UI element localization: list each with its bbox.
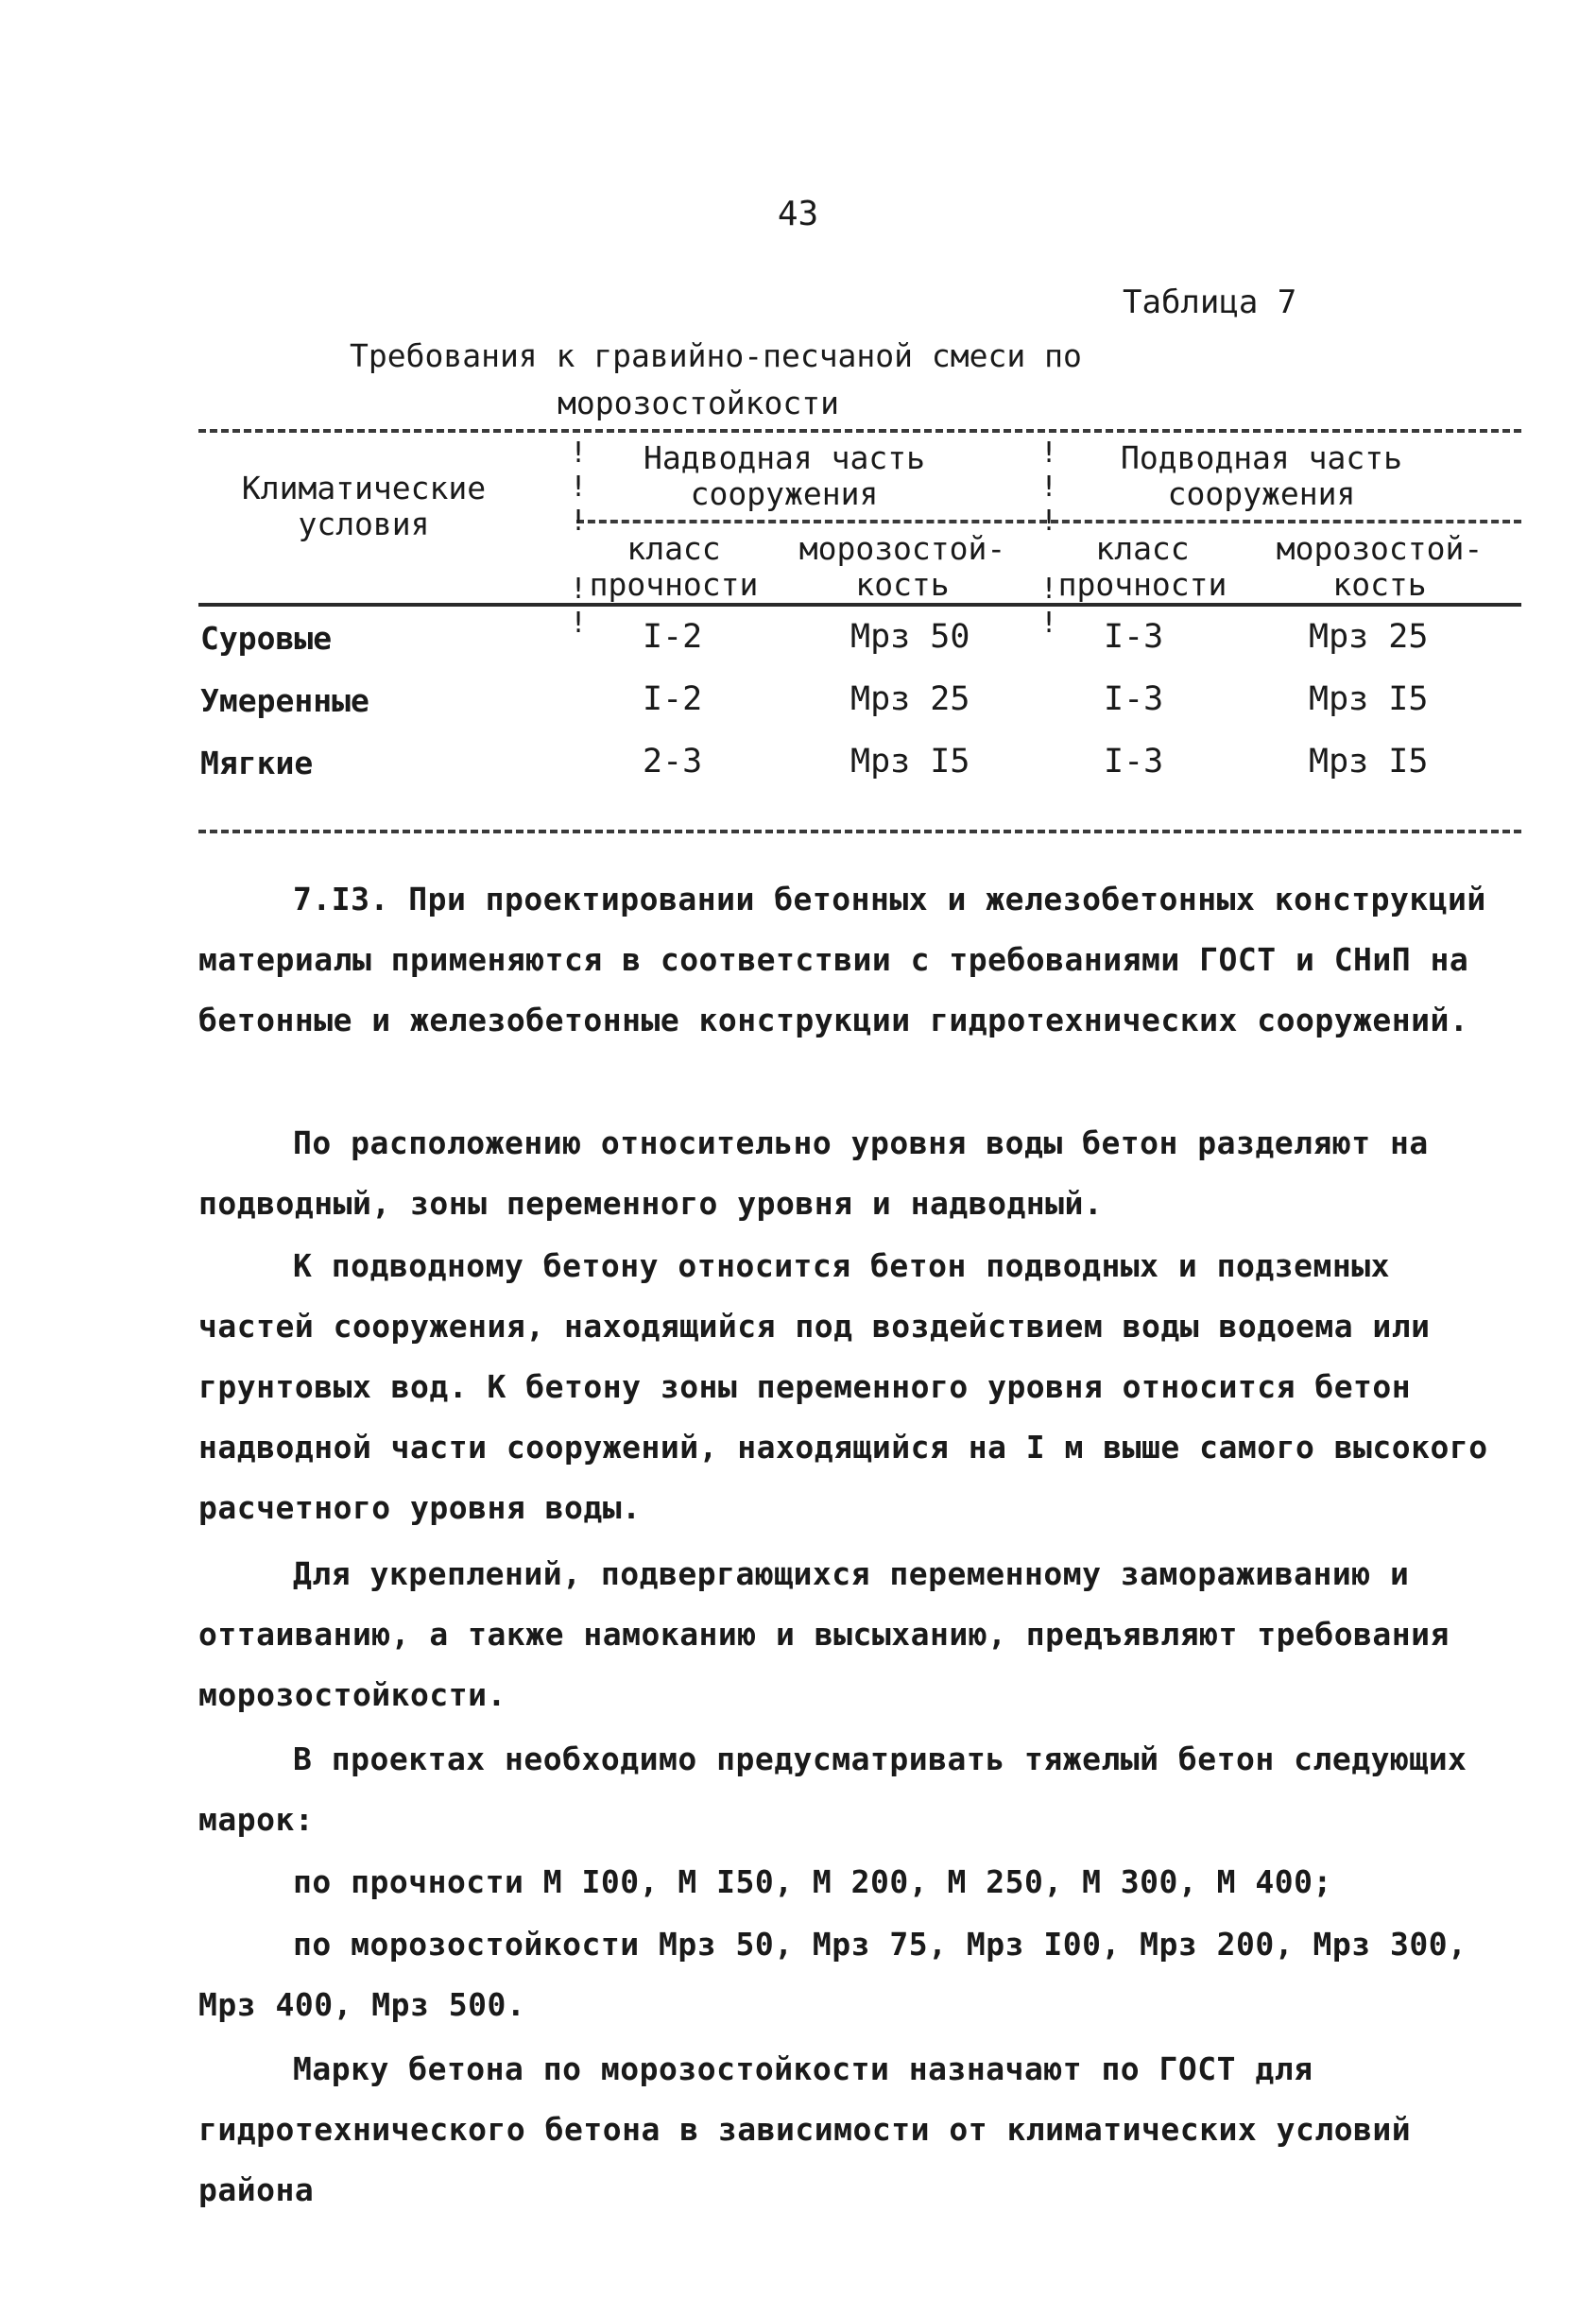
table-label: Таблица 7 bbox=[1123, 283, 1297, 321]
cell-above-frost: Мрз 25 bbox=[850, 680, 970, 718]
cell-below-frost: Мрз I5 bbox=[1309, 743, 1429, 780]
list-frost-grades-cont: Мрз 400, Мрз 500. bbox=[198, 1986, 526, 2023]
paragraph-water-levels: По расположению относительно уровня воды бетон разделяют на подводный, зоны переменного уровня и надводный. bbox=[198, 1124, 1429, 1222]
cell-above-frost: Мрз I5 bbox=[850, 743, 970, 780]
paragraph-7-13: 7.I3. При проектировании бетонных и железобетонных конструкций материалы применяются в соответствии с требованиями ГОСТ и СНиП на бетонные и железобетонные конструкции гидротехнических сооружений. bbox=[198, 881, 1486, 1038]
list-frost-grades: по морозостойкости Мрз 50, Мрз 75, Мрз I00, Мрз 200, Мрз 300, bbox=[293, 1926, 1467, 1963]
header-above-strength: класс прочности bbox=[589, 530, 759, 603]
header-above-frost: морозостой-кость bbox=[798, 530, 1006, 603]
paragraph-grades-intro: В проектах необходимо предусматривать тяжелый бетон следующих марок: bbox=[198, 1741, 1467, 1838]
cell-above-class: I-2 bbox=[643, 680, 703, 718]
table-title-line1: Требования к гравийно-песчаной смеси по bbox=[350, 337, 1082, 374]
col-separator-1: ! ! ! ! ! bbox=[570, 437, 588, 640]
cell-below-class: I-3 bbox=[1104, 618, 1164, 656]
paragraph-frost-grade-assignment: Марку бетона по морозостойкости назначают по ГОСТ для гидротехнического бетона в зависимости от климатических условий района bbox=[198, 2050, 1412, 2208]
table-bottom-rule bbox=[198, 830, 1521, 833]
table-top-rule bbox=[198, 429, 1521, 433]
cell-above-class: I-2 bbox=[643, 618, 703, 656]
cell-below-frost: Мрз 25 bbox=[1309, 618, 1429, 656]
list-strength-grades: по прочности М I00, М I50, М 200, М 250, М 300, М 400; bbox=[293, 1863, 1332, 1900]
row-climate: Суровые bbox=[200, 620, 333, 657]
cell-below-frost: Мрз I5 bbox=[1309, 680, 1429, 718]
table-title bbox=[350, 333, 1200, 427]
row-climate: Умеренные bbox=[200, 682, 369, 719]
cell-above-frost: Мрз 50 bbox=[850, 618, 970, 656]
header-below-water: Подводная часть сооружения bbox=[1120, 439, 1402, 512]
cell-below-class: I-3 bbox=[1104, 680, 1164, 718]
row-climate: Мягкие bbox=[200, 745, 314, 781]
page-number: 43 bbox=[777, 195, 819, 233]
header-above-water: Надводная часть сооружения bbox=[643, 439, 925, 512]
header-below-frost: морозостой-кость bbox=[1276, 530, 1484, 603]
header-climate: Климатические условия bbox=[241, 470, 487, 542]
table-title-line2: морозостойкости bbox=[558, 385, 840, 421]
paragraph-frost-requirements: Для укреплений, подвергающихся переменному замораживанию и оттаиванию, а также намоканию и высыханию, предъявляют требования морозостойкости. bbox=[198, 1555, 1450, 1713]
header-below-strength: класс прочности bbox=[1057, 530, 1227, 603]
cell-below-class: I-3 bbox=[1104, 743, 1164, 780]
paragraph-underwater-concrete: К подводному бетону относится бетон подводных и подземных частей сооружения, находящийся под воздействием воды водоема или грунтовых вод. К бетону зоны переменного уровня относится бетон надводной части сооружений, находящийся на I м выше самого высокого расчетного уровня воды. bbox=[198, 1247, 1488, 1526]
col-separator-2: ! ! ! ! ! bbox=[1040, 437, 1058, 640]
cell-above-class: 2-3 bbox=[643, 743, 703, 780]
header-bottom-rule bbox=[198, 603, 1521, 607]
